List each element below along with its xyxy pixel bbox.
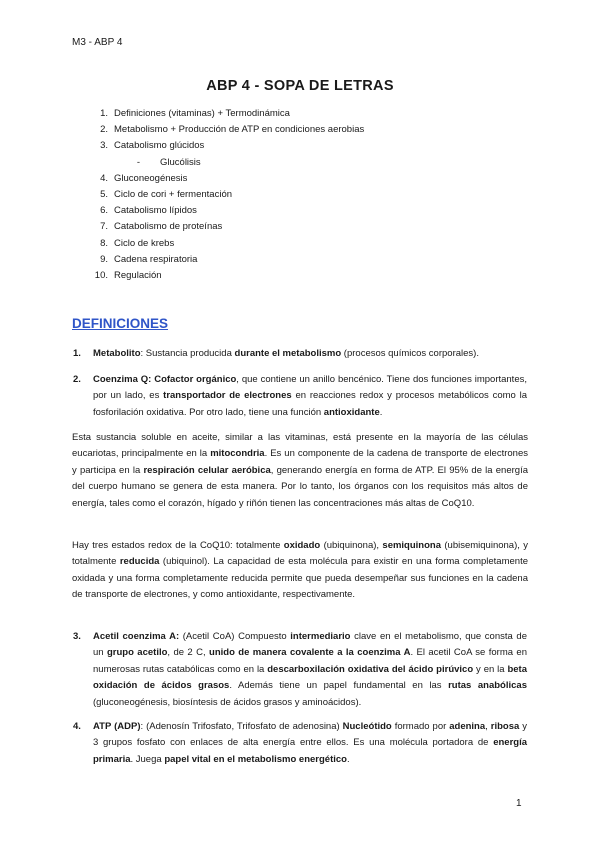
text-run: y en la: [473, 663, 508, 675]
toc-item: 10. Regulación: [94, 269, 162, 281]
toc-subitem: - Glucólisis: [136, 156, 201, 168]
text-run: .: [346, 753, 350, 765]
text-run: . Es un componente de la cadena de transporte de electrones y participa en la: [72, 448, 528, 476]
body-paragraph: [72, 538, 528, 604]
text-run: .: [379, 406, 383, 418]
text-run: (gluconeogénesis, biosíntesis de ácidos grasos y aminoácidos).: [93, 696, 362, 708]
text-run: y 3 grupos fosfato con enlaces de alta energía entre ellos. Es una molécula portadora de: [93, 721, 528, 749]
definition-item: 4. ATP (ADP): (Adenosín Trifosfato, Trifosfato de adenosina) Nucleótido formado por adenina, ribosa y 3 grupos fosfato con enlaces de alta energía entre ellos. Es una molécula portadora de energía primaria. Juega papel vital en el metabolismo energético.: [73, 721, 528, 765]
text-run: formado por: [391, 721, 450, 732]
bold-term: rutas anabólicas: [448, 680, 527, 692]
text-run: en reacciones redox y procesos metabólicos como la fosforilación oxidativa. Por otro lado, tiene una función: [93, 390, 527, 418]
bold-term: durante el metabolismo: [234, 348, 342, 359]
text-run: (procesos químicos corporales).: [341, 348, 479, 359]
text-run: (ubiquinol). La capacidad de esta molécula para existir en una forma completamente oxidada y una forma completamente reducida permite que pueda desempeñar sus funciones en la cadena de transporte de electrones, y como antioxidante, respectivamente.: [72, 556, 528, 601]
bold-term: Metabolito: [93, 348, 141, 359]
bold-term: ATP (ADP): [93, 721, 141, 732]
definition-item: 3. Acetil coenzima A: (Acetil CoA) Compuesto intermediario clave en el metabolismo, que consta de un grupo acetilo, de 2 C, unido de manera covalente a la coenzima A. El acetil CoA se forma en numerosas rutas catabólicas como en la descarboxilación oxidativa del ácido pirúvico y en la beta oxidación de ácidos grasos. Además tiene un papel fundamental en las rutas anabólicas (gluconeogénesis, biosíntesis de ácidos grasos y aminoácidos).: [73, 631, 528, 708]
bold-term: transportador de electrones: [163, 390, 292, 402]
bold-term: energía primaria: [93, 737, 527, 765]
text-run: . Además tiene un papel fundamental en las: [229, 680, 449, 692]
text-run: Hay tres estados redox de la CoQ10: totalmente: [72, 540, 284, 551]
definition-item: 2. Coenzima Q: Cofactor orgánico, que contiene un anillo bencénico. Tiene dos funciones importantes, por un lado, es transportador de electrones en reacciones redox y procesos metabólicos como la fosforilación oxidativa. Por otro lado, tiene una función antioxidante.: [73, 374, 527, 418]
bold-term: ribosa: [490, 721, 520, 732]
text-run: : Sustancia producida: [140, 348, 235, 359]
bold-term: intermediario: [290, 631, 351, 642]
text-run: , generando energía en forma de ATP. El 95% de la energía del cuerpo humano se genera de esta manera. Por lo tanto, los órganos con los requisitos más altos de energía, tales como el corazón, hígado y riñón tienen las concentraciones más altas de CoQ10.: [72, 464, 528, 509]
page-number: 1: [516, 798, 522, 809]
body-paragraph: [72, 430, 528, 512]
text-run: , de 2 C,: [167, 647, 210, 659]
bold-term: antioxidante: [323, 406, 380, 418]
toc-item: 2. Metabolismo + Producción de ATP en condiciones aerobias: [100, 124, 365, 136]
bold-term: reducida: [119, 556, 160, 568]
toc-item: 4. Gluconeogénesis: [100, 172, 188, 184]
bold-term: grupo acetilo: [106, 647, 168, 659]
text-run: Esta sustancia soluble en aceite, similar a las vitaminas, está presente en la mayoría de las células eucariotas, principalmente en la: [72, 432, 528, 460]
text-run: (Acetil CoA) Compuesto: [179, 631, 291, 642]
text-run: , que contiene un anillo bencénico. Tiene dos funciones importantes, por un lado, es: [93, 374, 527, 402]
bold-term: Coenzima Q: Cofactor orgánico: [93, 374, 237, 385]
text-run: ,: [485, 721, 491, 732]
toc-item: 5. Ciclo de cori + fermentación: [100, 188, 233, 200]
text-run: (ubiquinona),: [320, 540, 383, 551]
toc-item: 3. Catabolismo glúcidos: [100, 140, 205, 152]
bold-term: respiración celular aeróbica: [143, 464, 271, 476]
bold-term: beta oxidación de ácidos grasos: [93, 663, 528, 692]
bold-term: oxidado: [283, 540, 321, 551]
toc-item: 9. Cadena respiratoria: [100, 253, 198, 265]
section-heading: DEFINICIONES: [72, 316, 169, 331]
bold-term: papel vital en el metabolismo energético: [164, 753, 347, 765]
bold-term: mitocondria: [210, 448, 265, 460]
bold-term: Nucleótido: [342, 721, 392, 732]
table-of-contents: [90, 106, 364, 284]
toc-item: 8. Ciclo de krebs: [100, 237, 175, 249]
toc-item: 6. Catabolismo lípidos: [100, 205, 197, 217]
text-run: . Juega: [130, 753, 165, 765]
bold-term: unido de manera covalente a la coenzima A: [209, 647, 411, 659]
text-run: (ubisemiquinona), y totalmente: [72, 540, 529, 568]
text-run: clave en el metabolismo, que consta de un: [93, 631, 527, 659]
text-run: . El acetil CoA se forma en numerosas rutas catabólicas como en la: [93, 647, 527, 675]
bold-term: Acetil coenzima A:: [93, 631, 180, 642]
definition-item: 1. Metabolito: Sustancia producida durante el metabolismo (procesos químicos corporales).: [73, 348, 479, 359]
bold-term: adenina: [449, 721, 486, 732]
toc-item: 7. Catabolismo de proteínas: [100, 221, 223, 233]
toc-item: 1. Definiciones (vitaminas) + Termodinámica: [100, 108, 290, 119]
running-header: M3 - ABP 4: [72, 37, 123, 48]
bold-term: semiquinona: [382, 540, 441, 551]
document-title: ABP 4 - SOPA DE LETRAS: [206, 78, 394, 94]
text-run: : (Adenosín Trifosfato, Trifosfato de adenosina): [140, 721, 343, 732]
bold-term: descarboxilación oxidativa del ácido pirúvico: [267, 663, 474, 675]
